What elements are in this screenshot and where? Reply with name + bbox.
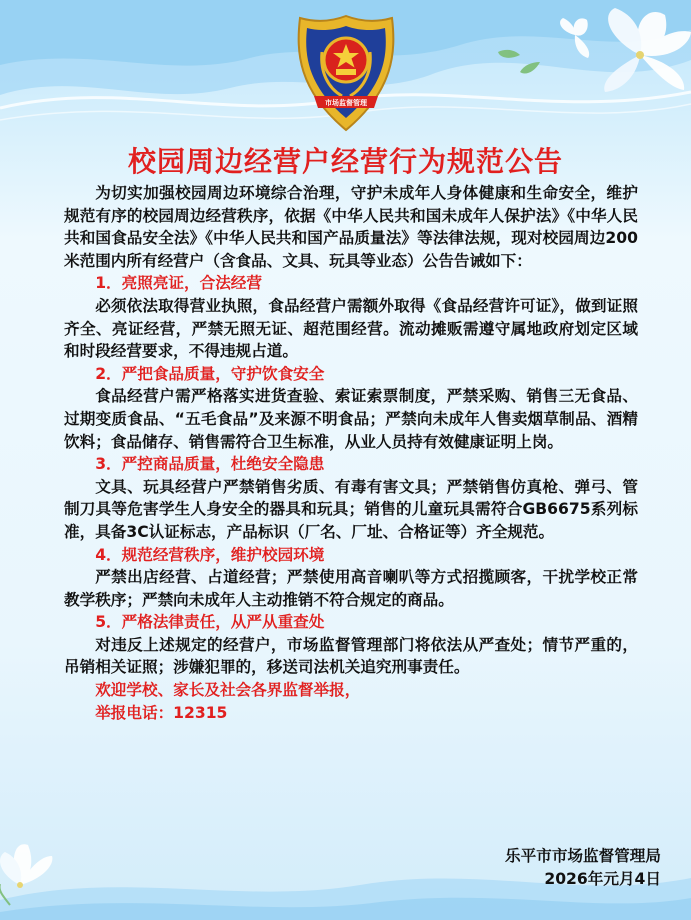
section-3-heading: 3．严控商品质量，杜绝安全隐患 <box>95 455 325 474</box>
closing-invitation: 欢迎学校、家长及社会各界监督举报， <box>95 681 361 700</box>
section-2-heading: 2．严把食品质量，守护饮食安全 <box>95 364 325 383</box>
section-5-heading: 5．严格法律责任，从严从重查处 <box>95 613 325 632</box>
report-hotline: 举报电话：12315 <box>95 703 228 722</box>
notice-body <box>64 182 638 724</box>
section-1-heading: 1．亮照亮证，合法经营 <box>95 274 262 293</box>
section-4-heading: 4．规范经营秩序，维护校园环境 <box>95 545 325 564</box>
market-supervision-emblem <box>292 12 400 134</box>
section-2-body: 食品经营户需严格落实进货查验、索证索票制度，严禁采购、销售三无食品、过期变质食品、“五毛食品”及来源不明食品；严禁向未成年人售卖烟草制品、酒精饮料；食品储存、销售需符合卫生标准，从业人员持有效健康证明上岗。 <box>64 387 638 451</box>
section-3-body: 文具、玩具经营户严禁销售劣质、有毒有害文具；严禁销售仿真枪、弹弓、管制刀具等危害学生人身安全的器具和玩具；销售的儿童玩具需符合GB6675系列标准，具备3C认证标志，产品标识（厂名、厂址、合格证等）齐全规范。 <box>64 477 638 541</box>
section-4-body: 严禁出店经营、占道经营；严禁使用高音喇叭等方式招揽顾客，干扰学校正常教学秩序；严禁向未成年人主动推销不符合规定的商品。 <box>64 568 638 609</box>
page-title: 校园周边经营户经营行为规范公告 <box>127 145 563 178</box>
issue-date: 2026年元月4日 <box>544 869 661 888</box>
section-1-body: 必须依法取得营业执照，食品经营户需额外取得《食品经营许可证》，做到证照齐全、亮证经营，严禁无照无证、超范围经营。流动摊贩需遵守属地政府划定区域和时段经营要求，不得违规占道。 <box>64 296 638 361</box>
signature-block <box>381 845 661 890</box>
intro-paragraph: 为切实加强校园周边环境综合治理，守护未成年人身体健康和生命安全，维护规范有序的校园周边经营秩序，依据《中华人民共和国未成年人保护法》《中华人民共和国食品安全法》《中华人民共和国产品质量法》等法律法规，现对校园周边200米范围内所有经营户（含食品、文具、玩具等业态）公告告诫如下： <box>64 184 638 270</box>
issuing-organization: 乐平市市场监督管理局 <box>505 847 661 865</box>
emblem-text: 市场监督管理 <box>325 99 367 107</box>
section-5-body: 对违反上述规定的经营户，市场监督管理部门将依法从严查处；情节严重的，吊销相关证照；涉嫌犯罪的，移送司法机关追究刑事责任。 <box>64 635 638 677</box>
